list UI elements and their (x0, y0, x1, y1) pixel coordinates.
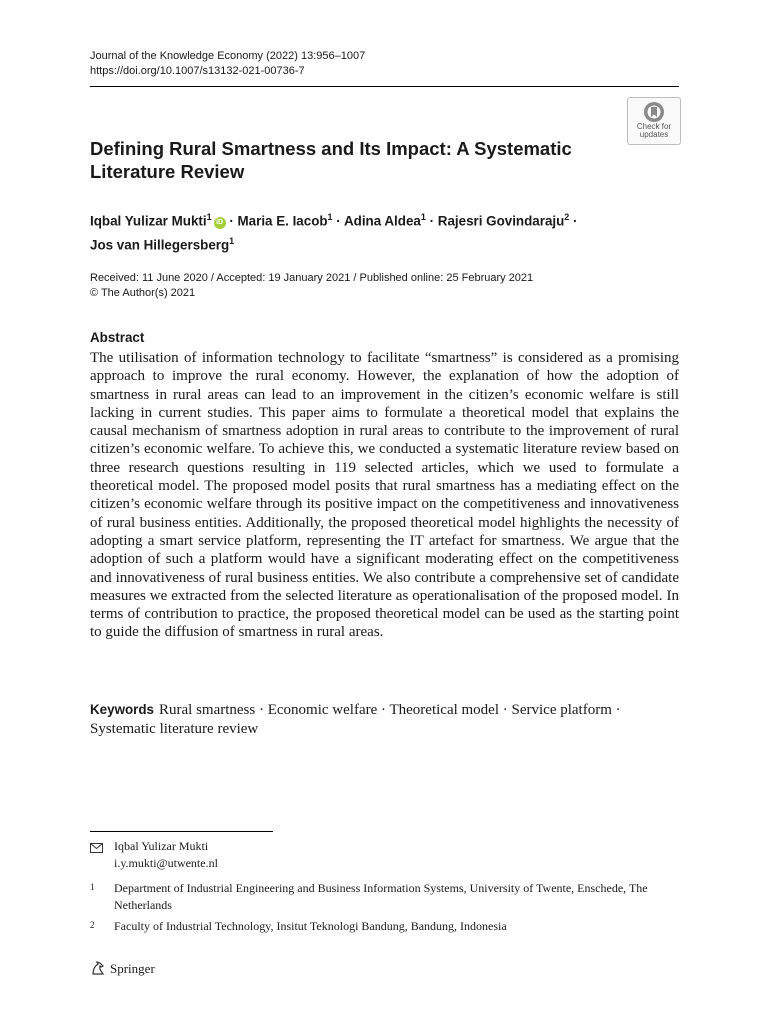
keywords-text: Rural smartness · Economic welfare · Theoretical model · Service platform · Systematic literature review (90, 702, 621, 737)
abstract-body: The utilisation of information technology to facilitate “smartness” is considered as a promising approach to improve the rural economy. However, the explanation of how the adoption of smartness in rural areas can lead to an improvement in the citizen’s economic welfare is still lacking in current studies. This paper aims to formulate a theoretical model that explains the causal mechanism of smartness adoption in rural areas to contribute to the improvement of rural citizen’s economic welfare. To achieve this, we conducted a systematic literature review based on three research questions resulting in 119 selected articles, which we used to formulate a theoretical model. The proposed model posits that rural smartness has a mediating effect on the citizen’s economic welfare through its positive impact on the competitiveness and innovativeness of rural business entities. Additionally, the proposed theoretical model highlights the necessity of adopting a smart service platform, representing the IT artefact for smartness. We argue that the adoption of such a platform would have a significant moderating effect on the competitiveness and innovativeness of rural business entities. We also contribute a comprehensive set of candidate measures we extracted from the selected literature as operationalisation of the proposed model. In terms of contribution to practice, the proposed theoretical model can be used as the starting point to guide the diffusion of smartness in rural areas. (90, 350, 679, 641)
author-affiliation-mark: 1 (229, 236, 235, 247)
author-affiliation-mark: 2 (564, 212, 570, 222)
affiliation-text: Department of Industrial Engineering and Business Information Systems, University of Twente, Enschede, The Netherlands (114, 881, 648, 912)
affiliation-text: Faculty of Industrial Technology, Insitut Teknologi Bandung, Bandung, Indonesia (114, 919, 507, 933)
journal-citation: Journal of the Knowledge Economy (2022) 13:956–1007 (90, 50, 366, 62)
affiliation-number: 1 (90, 882, 95, 892)
corresponding-author (114, 838, 674, 872)
affiliation-number: 2 (90, 920, 95, 930)
author-affiliation-mark: 1 (327, 212, 333, 222)
author-name[interactable]: Iqbal Yulizar Mukti (90, 213, 207, 229)
badge-line-1: Check for (636, 122, 672, 131)
badge-line-2: updates (639, 130, 669, 139)
corresponding-email[interactable]: i.y.mukti@utwente.nl (114, 856, 218, 870)
author-name[interactable]: Adina Aldea (343, 213, 421, 229)
publication-dates (90, 271, 533, 301)
publisher-name: Springer (110, 961, 155, 976)
corresponding-name: Iqbal Yulizar Mukti (114, 839, 209, 853)
author-affiliation-mark: 1 (206, 212, 212, 222)
dates-line: Received: 11 June 2020 / Accepted: 19 January 2021 / Published online: 25 February 2021 (90, 272, 534, 284)
journal-header (90, 49, 365, 79)
check-for-updates-badge[interactable] (627, 97, 681, 145)
keywords-section (90, 701, 679, 738)
keywords-label: Keywords (90, 702, 154, 717)
header-rule (90, 86, 679, 87)
footnote-rule (90, 831, 273, 832)
springer-horse-icon (90, 960, 106, 976)
bookmark-icon (643, 101, 665, 123)
author-name[interactable]: Maria E. Iacob (237, 213, 328, 229)
publisher-logo (90, 960, 155, 977)
copyright-line: © The Author(s) 2021 (90, 287, 196, 299)
orcid-icon[interactable]: iD (214, 217, 226, 229)
doi-link[interactable]: https://doi.org/10.1007/s13132-021-00736-7 (90, 65, 305, 77)
author-name[interactable]: Jos van Hillegersberg (90, 237, 230, 253)
author-list: Iqbal Yulizar Mukti$^1$iD · Maria E. Iacob$^1$ · Adina Aldea$^1$ · Rajesri Govindaraju$^2$ · Jos van Hillegersberg$^1$ (90, 212, 578, 253)
abstract-heading: Abstract (90, 330, 145, 345)
author-name[interactable]: Rajesri Govindaraju (437, 213, 565, 229)
paper-title: Defining Rural Smartness and Its Impact: A Systematic Literature Review (90, 138, 572, 182)
author-affiliation-mark: 1 (420, 212, 426, 222)
envelope-icon (90, 843, 103, 853)
